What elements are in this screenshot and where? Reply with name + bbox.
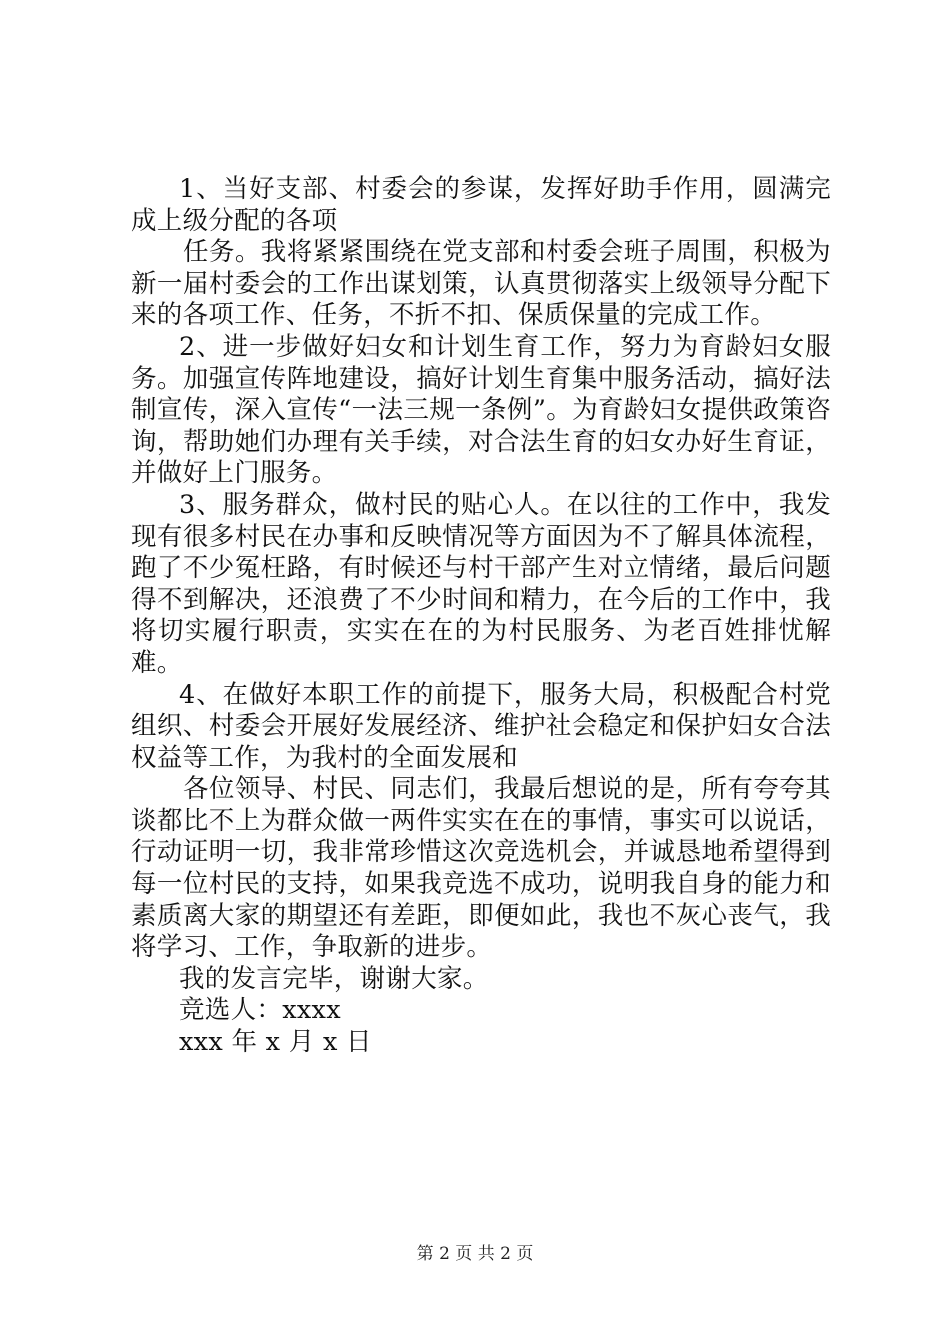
page-footer: 第 2 页 共 2 页 — [416, 1244, 534, 1264]
paragraph-4: 3、服务群众，做村民的贴心人。在以往的工作中，我发现有很多村民在办事和反映情况等方面因为不了解具体流程，跑了不少冤枉路，有时候还与村干部产生对立情绪，最后问题得不到解决，还浪费了不少时间和精力，在今后的工作中，我将切实履行职责，实实在在的为村民服务、为老百姓排忧解难。 — [131, 489, 831, 678]
paragraph-6: 各位领导、村民、同志们，我最后想说的是，所有夸夸其谈都比不上为群众做一两件实实在在的事情，事实可以说话，行动证明一切，我非常珍惜这次竞选机会，并诚恳地希望得到每一位村民的支持，如果我竞选不成功，说明我自身的能力和素质离大家的期望还有差距，即便如此，我也不灰心丧气，我将学习、工作，争取新的进步。 — [131, 774, 831, 963]
paragraph-2: 任务。我将紧紧围绕在党支部和村委会班子周围，积极为新一届村委会的工作出谋划策，认真贯彻落实上级领导分配下来的各项工作、任务，不折不扣、保质保量的完成工作。 — [131, 237, 831, 331]
document-body — [131, 174, 831, 1059]
signature-candidate: 竞选人：xxxx — [179, 995, 341, 1026]
paragraph-3: 2、进一步做好妇女和计划生育工作，努力为育龄妇女服务。加强宣传阵地建设，搞好计划生育集中服务活动，搞好法制宣传，深入宣传“一法三规一条例”。为育龄妇女提供政策咨询，帮助她们办理有关手续，对合法生育的妇女办好生育证，并做好上门服务。 — [131, 331, 831, 489]
signature-date: xxx 年 x 月 x 日 — [179, 1027, 372, 1058]
paragraph-7: 我的发言完毕，谢谢大家。 — [179, 963, 489, 994]
paragraph-5: 4、在做好本职工作的前提下，服务大局，积极配合村党组织、村委会开展好发展经济、维护社会稳定和保护妇女合法权益等工作，为我村的全面发展和 — [131, 679, 831, 773]
paragraph-1: 1、当好支部、村委会的参谋，发挥好助手作用，圆满完成上级分配的各项 — [131, 174, 831, 236]
